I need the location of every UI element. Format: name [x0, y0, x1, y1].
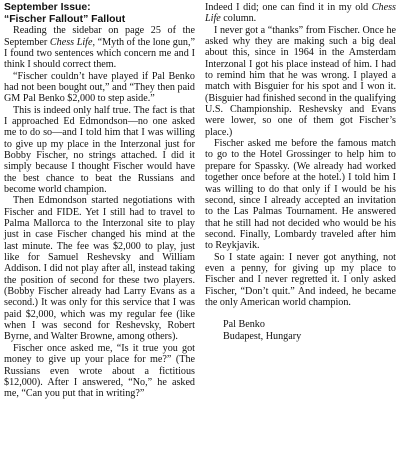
author-name: Pal Benko: [223, 319, 265, 331]
magazine-title: Chess Life: [49, 36, 93, 48]
paragraph-9: So I state again: I never got anything, not even a penny, for giving up my place to Fischer and I never regretted it. I only asked Fischer, “Don’t quit.” And indeed, he became the only American world champion.: [205, 251, 396, 308]
paragraph-3: This is indeed only half true. The fact is that I approached Ed Edmondson—no one asked me to do so—and I told him that I was willing to give up my place in the Interzonal just for Bobby Fischer, no strings attached. I did it simply because I thought Fischer would have the best chance to beat the Russians and become world champion.: [4, 104, 195, 195]
paragraph-7: I never got a “thanks” from Fischer. Once he asked why they are making such a big deal about this, since in 1964 in the Amsterdam Interzonal I got his place instead of him. I had to remind him that he was wrong. I played a match with Bisguier for his spot and I won it. (Bisguier had finished second in the qualifying U.S. Championship. Reshevsky and Evans were lower, so one of them got Fischer’s place.): [205, 24, 396, 138]
author-location: Budapest, Hungary: [223, 330, 302, 342]
signature-block: [205, 319, 396, 342]
letter-heading: [4, 2, 195, 25]
issue-label: September Issue:: [4, 2, 91, 13]
paragraph-8: Fischer asked me before the famous match to go to the Hotel Grossinger to help him to prepare for Spassky. (We already had worked together once before at the hotel.) I told him I was willing to do that only if I would be his second, since I already accepted an invitation to the Las Palmas Tournament. He answered that he still had not decided who would be his second. Finally, Lombardy traveled after him to Reykjavik.: [205, 138, 396, 252]
magazine-title: Chess Life: [205, 2, 396, 25]
paragraph-4: Then Edmondson started negotiations with Fischer and FIDE. Yet I still had to travel to Palma Mallorca to the Interzonal site to play just in case Fischer changed his mind at the last minute. The fee was $2,000 to play, just like for Samuel Reshevsky and William Addison. I did not play after all, instead taking the position of second for these two players. (Bobby Fischer already had Larry Evans as a second.) It was only for this service that I was paid $2,000, which was my regular fee (like when I was second for Reshevsky, Robert Byrne, and Walter Browne, among others).: [4, 195, 195, 343]
paragraph-6: Indeed I did; one can find it in my old Chess Life column.: [205, 2, 396, 25]
paragraph-5: Fischer once asked me, “Is it true you got money to give up your place for me?” (The Russians even wrote about a fictitious $12,000). After I answered, “No,” he asked me, “Can you put that in writing?”: [4, 342, 195, 400]
left-column: [4, 2, 195, 465]
right-column: [205, 2, 396, 465]
paragraph-1: Reading the sidebar on page 25 of the September Chess Life, “Myth of the lone gun,” I found two sentences which concern me and I think I should correct them.: [4, 25, 195, 71]
letter-title: “Fischer Fallout” Fallout: [4, 13, 126, 25]
paragraph-2: “Fischer couldn’t have played if Pal Benko had not been bought out,” and “They then paid GM Pal Benko $2,000 to step aside.”: [4, 70, 195, 105]
